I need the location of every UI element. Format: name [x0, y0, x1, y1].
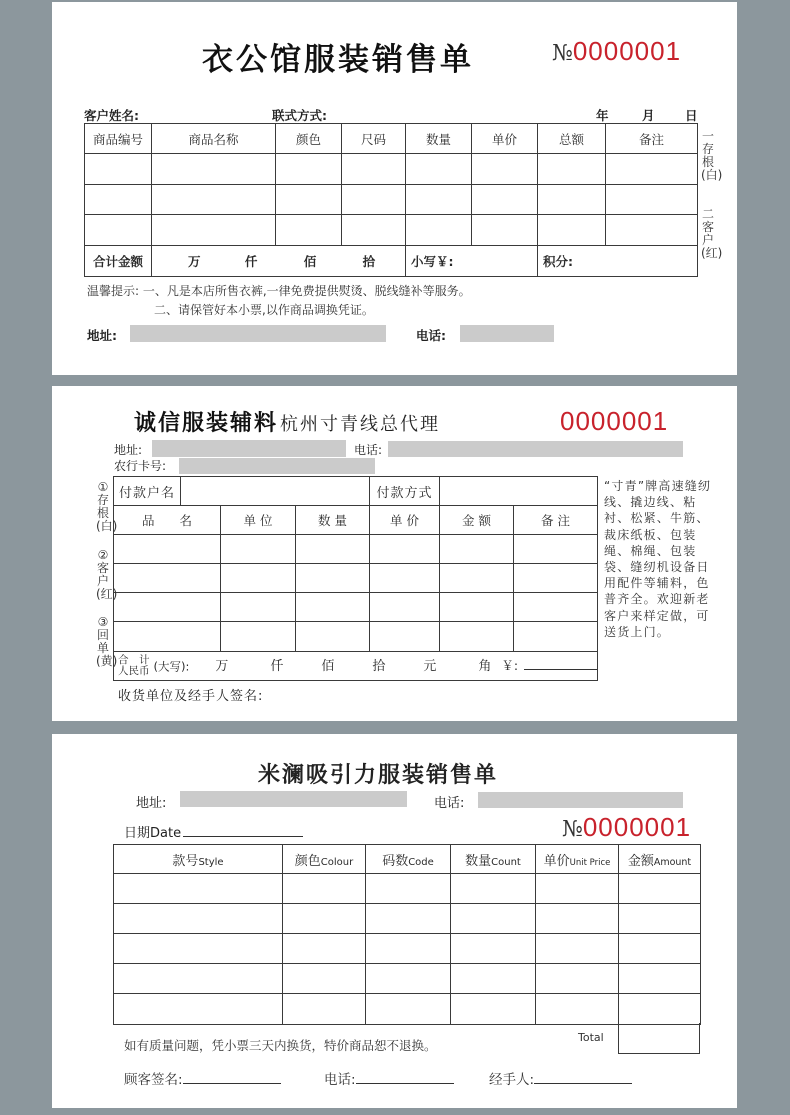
total-row	[114, 652, 598, 681]
header-cn: 颜色	[294, 853, 321, 869]
header-en: Unit Price	[569, 857, 611, 868]
cell[interactable]	[536, 904, 619, 934]
total-label-bottom: 人民币	[118, 665, 150, 678]
bank-card-label: 农行卡号:	[114, 459, 167, 473]
cell[interactable]	[152, 154, 276, 185]
cell[interactable]	[114, 874, 283, 904]
cell[interactable]	[451, 904, 536, 934]
day-label: 日	[685, 108, 698, 123]
table-header-row	[114, 506, 598, 535]
table-row	[114, 934, 701, 964]
customer-signature-line[interactable]	[183, 1070, 281, 1084]
form2-address-redacted	[152, 440, 346, 457]
cell[interactable]	[472, 215, 538, 246]
cell[interactable]	[114, 535, 221, 564]
col-header: 颜色	[276, 124, 342, 154]
unit-wan: 万	[215, 658, 229, 674]
col-header-colour	[283, 845, 366, 874]
cell[interactable]	[472, 154, 538, 185]
header-en: Colour	[320, 856, 354, 868]
cell[interactable]	[114, 994, 283, 1025]
col-header-count	[451, 845, 536, 874]
serial-number-value: 0000001	[582, 812, 692, 842]
form3-serial-number	[562, 812, 691, 843]
col-header: 金 额	[440, 506, 514, 535]
cell[interactable]	[283, 994, 366, 1025]
handler-line[interactable]	[534, 1070, 632, 1084]
cell[interactable]	[114, 934, 283, 964]
total-uppercase-cell[interactable]	[114, 652, 598, 681]
copy-label-stub-white: ①存根(白)	[96, 480, 118, 533]
unit-yuan: 元	[423, 658, 437, 674]
form1-title: 衣公馆服装销售单	[202, 42, 474, 78]
cell[interactable]	[366, 994, 451, 1025]
form3-phone-label: 电话:	[434, 796, 465, 811]
form2-phone-label: 电话:	[354, 443, 383, 457]
phone-redacted	[460, 325, 554, 342]
col-header: 尺码	[342, 124, 406, 154]
cell[interactable]	[619, 934, 701, 964]
form2-phone-redacted	[388, 441, 683, 457]
points-label: 积分:	[543, 254, 573, 269]
form3-title: 米澜吸引力服装销售单	[258, 763, 499, 788]
sales-slip-milan-attraction	[52, 734, 737, 1108]
header-en: Code	[408, 856, 434, 868]
form2-title-sub: 杭州寸青线总代理	[280, 414, 441, 435]
cell[interactable]	[114, 904, 283, 934]
col-header: 单 位	[221, 506, 296, 535]
total-label-stack	[118, 655, 150, 677]
cell[interactable]	[440, 593, 514, 622]
cell[interactable]	[85, 215, 152, 246]
table-row	[85, 185, 698, 215]
cell[interactable]	[514, 593, 598, 622]
signature-label: 收货单位及经手人签名:	[118, 689, 264, 704]
date-label: 日期Date	[124, 826, 182, 841]
cell[interactable]	[276, 154, 342, 185]
cell[interactable]	[342, 215, 406, 246]
table-row	[114, 994, 701, 1025]
cell[interactable]	[276, 185, 342, 215]
policy-note: 如有质量问题，凭小票三天内换货，特价商品恕不退换。	[124, 1038, 437, 1053]
col-header: 商品名称	[152, 124, 276, 154]
customer-signature-label: 顾客签名:	[124, 1072, 183, 1088]
cell[interactable]	[606, 215, 698, 246]
col-header: 数量	[406, 124, 472, 154]
cell[interactable]	[114, 964, 283, 994]
contact-label: 联式方式:	[272, 108, 327, 123]
col-header-style	[114, 845, 283, 874]
cell[interactable]	[514, 622, 598, 652]
cell[interactable]	[85, 185, 152, 215]
notice-line-2: 二、请保管好本小票,以作商品调换凭证。	[154, 303, 374, 317]
total-row	[85, 246, 698, 277]
handler-field[interactable]	[489, 1068, 632, 1088]
total-uppercase-cell[interactable]	[152, 246, 406, 277]
cell[interactable]	[451, 994, 536, 1025]
payer-row	[114, 477, 598, 506]
col-header: 总额	[538, 124, 606, 154]
payment-method-value[interactable]	[440, 477, 598, 506]
cell[interactable]	[370, 622, 440, 652]
number-sign: №	[552, 41, 573, 66]
yen-amount-line[interactable]	[524, 656, 597, 670]
form2-item-table	[113, 476, 598, 681]
copy-label-return-yellow: ③回单(黄)	[96, 615, 118, 668]
form3-address-label: 地址:	[136, 796, 167, 811]
form1-serial-number	[552, 36, 681, 67]
payer-label: 付款户名	[114, 477, 181, 506]
cell[interactable]	[536, 964, 619, 994]
cell[interactable]	[514, 535, 598, 564]
handler-label: 经手人:	[489, 1072, 535, 1088]
cell[interactable]	[538, 185, 606, 215]
month-label: 月	[642, 108, 655, 123]
table-row	[114, 622, 598, 652]
col-header-code	[366, 845, 451, 874]
form2-serial-number: 0000001	[560, 406, 669, 436]
unit-shi: 拾	[362, 254, 376, 269]
cell[interactable]	[514, 564, 598, 593]
total-lowercase-cell[interactable]	[406, 246, 538, 277]
cell[interactable]	[276, 215, 342, 246]
cell[interactable]	[370, 535, 440, 564]
cell[interactable]	[370, 564, 440, 593]
header-cn: 金额	[627, 853, 654, 869]
cell[interactable]	[451, 934, 536, 964]
header-en: Amount	[653, 856, 692, 868]
number-sign: №	[562, 817, 583, 842]
total-label: Total	[578, 1031, 604, 1044]
sales-slip-chengxin-accessories	[52, 386, 737, 721]
header-en: Style	[198, 856, 224, 868]
cell[interactable]	[221, 564, 296, 593]
lowercase-label: 小写￥:	[411, 254, 454, 269]
cell[interactable]	[538, 154, 606, 185]
cell[interactable]	[296, 564, 370, 593]
unit-qian: 仟	[270, 658, 284, 674]
cell[interactable]	[296, 535, 370, 564]
cell[interactable]	[114, 622, 221, 652]
cell[interactable]	[370, 593, 440, 622]
cell[interactable]	[536, 994, 619, 1025]
cell[interactable]	[619, 874, 701, 904]
bank-card-redacted	[179, 458, 375, 474]
cell[interactable]	[538, 215, 606, 246]
points-cell[interactable]	[538, 246, 698, 277]
cell[interactable]	[114, 593, 221, 622]
header-cn: 单价	[543, 853, 570, 869]
cell[interactable]	[366, 874, 451, 904]
cell[interactable]	[366, 904, 451, 934]
cell[interactable]	[85, 154, 152, 185]
col-header: 数 量	[296, 506, 370, 535]
col-header: 商品编号	[85, 124, 152, 154]
header-cn: 款号	[172, 853, 199, 869]
cell[interactable]	[440, 622, 514, 652]
col-header-amount	[619, 845, 701, 874]
phone2-label: 电话:	[324, 1072, 356, 1088]
phone2-field[interactable]	[324, 1068, 454, 1088]
cell[interactable]	[536, 934, 619, 964]
customer-signature-field[interactable]	[124, 1068, 281, 1088]
unit-jiao: 角	[478, 658, 492, 674]
cell[interactable]	[221, 535, 296, 564]
col-header: 备注	[606, 124, 698, 154]
total-label: 合计金额	[85, 246, 152, 277]
cell[interactable]	[221, 593, 296, 622]
copy-label-stub-white: 一存根(白)	[701, 129, 723, 182]
cell[interactable]	[342, 154, 406, 185]
cell[interactable]	[619, 964, 701, 994]
form2-address-label: 地址:	[114, 443, 143, 457]
copy-label-customer-red: 二客户(红)	[701, 207, 723, 260]
cell[interactable]	[283, 934, 366, 964]
cell[interactable]	[536, 874, 619, 904]
cell[interactable]	[619, 994, 701, 1025]
cell[interactable]	[440, 535, 514, 564]
total-label-top: 合 计	[118, 654, 150, 667]
form3-phone-redacted	[478, 792, 683, 808]
col-header-unit-price	[536, 845, 619, 874]
serial-number-value: 0000001	[572, 36, 682, 66]
unit-qian: 仟	[244, 254, 258, 269]
cell[interactable]	[152, 215, 276, 246]
cell[interactable]	[221, 622, 296, 652]
form1-item-table	[84, 123, 698, 277]
cell[interactable]	[366, 934, 451, 964]
sales-slip-yigongguan	[52, 2, 737, 375]
yen-label: ￥:	[501, 657, 519, 673]
cell[interactable]	[451, 874, 536, 904]
cell[interactable]	[451, 964, 536, 994]
cell[interactable]	[296, 622, 370, 652]
cell[interactable]	[406, 154, 472, 185]
cell[interactable]	[283, 904, 366, 934]
cell[interactable]	[342, 185, 406, 215]
table-row	[114, 564, 598, 593]
phone-label: 电话:	[416, 328, 446, 343]
table-row	[114, 964, 701, 994]
cell[interactable]	[440, 564, 514, 593]
col-header: 备 注	[514, 506, 598, 535]
payment-method-label: 付款方式	[370, 477, 440, 506]
promo-text: “寸青”牌高速缝纫线、撬边线、粘衬、松紧、牛筋、裁床纸板、包装绳、棉绳、包装袋、缝纫机设备日用配件等辅料，色普齐全。欢迎新老客户来样定做，可送货上门。	[604, 479, 712, 639]
cell[interactable]	[406, 215, 472, 246]
cell[interactable]	[606, 154, 698, 185]
header-cn: 码数	[382, 853, 409, 869]
form2-title-main: 诚信服装辅料	[134, 410, 279, 436]
cell[interactable]	[619, 904, 701, 934]
date-field[interactable]	[124, 822, 303, 841]
table-header-row	[85, 124, 698, 154]
cell[interactable]	[296, 593, 370, 622]
table-row	[114, 904, 701, 934]
unit-wan: 万	[188, 254, 201, 269]
table-row	[114, 874, 701, 904]
customer-name-label: 客户姓名:	[84, 108, 139, 123]
cell[interactable]	[472, 185, 538, 215]
col-header: 单价	[472, 124, 538, 154]
table-header-row	[114, 845, 701, 874]
table-row	[85, 154, 698, 185]
table-row	[114, 535, 598, 564]
form2-title	[134, 406, 440, 437]
address-redacted	[130, 325, 386, 342]
col-header: 品 名	[114, 506, 221, 535]
unit-shi: 拾	[372, 658, 386, 674]
table-row	[114, 593, 598, 622]
copy-label-customer-red: ②客户(红)	[96, 548, 118, 601]
cell[interactable]	[283, 874, 366, 904]
form3-address-redacted	[180, 791, 407, 807]
address-label: 地址:	[87, 328, 117, 343]
unit-bai: 佰	[321, 658, 335, 674]
cell[interactable]	[114, 564, 221, 593]
total-amount-box[interactable]	[618, 1023, 700, 1054]
cell[interactable]	[366, 964, 451, 994]
notice-line-1: 温馨提示: 一、凡是本店所售衣裤,一律免费提供熨烫、脱线缝补等服务。	[87, 284, 471, 298]
form3-item-table	[113, 844, 701, 1025]
year-label: 年	[596, 108, 609, 123]
cell[interactable]	[606, 185, 698, 215]
unit-bai: 佰	[303, 254, 317, 269]
cell[interactable]	[283, 964, 366, 994]
uppercase-label: (大写):	[153, 659, 190, 674]
col-header: 单 价	[370, 506, 440, 535]
header-cn: 数量	[465, 853, 492, 869]
table-row	[85, 215, 698, 246]
cell[interactable]	[406, 185, 472, 215]
payer-value[interactable]	[181, 477, 370, 506]
cell[interactable]	[152, 185, 276, 215]
header-en: Count	[491, 856, 521, 868]
date-line[interactable]	[183, 823, 303, 837]
phone2-line[interactable]	[356, 1070, 454, 1084]
